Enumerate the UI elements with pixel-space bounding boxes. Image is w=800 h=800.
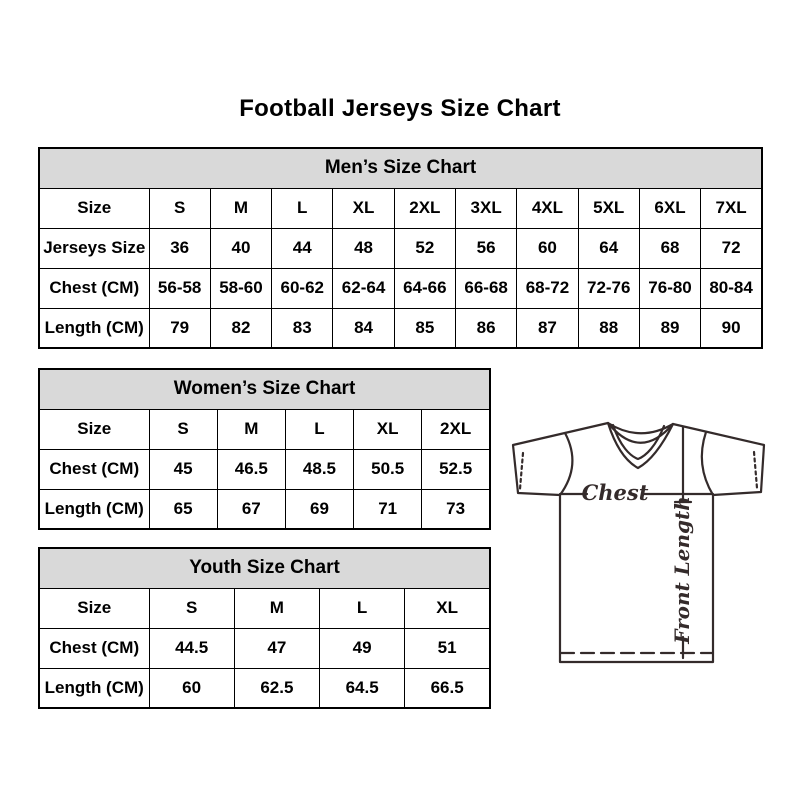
size-value-cell: 90 xyxy=(701,308,762,348)
size-value-cell: 56 xyxy=(455,228,516,268)
size-column-header: 4XL xyxy=(517,188,578,228)
sleeve-stitch-left xyxy=(520,453,523,489)
size-value-cell: 58-60 xyxy=(210,268,271,308)
size-value-cell: 69 xyxy=(285,489,353,529)
size-value-cell: 80-84 xyxy=(701,268,762,308)
size-column-header: S xyxy=(149,409,217,449)
size-value-cell: 60 xyxy=(517,228,578,268)
size-column-header: M xyxy=(234,588,319,628)
size-column-header: 2XL xyxy=(394,188,455,228)
size-column-header: S xyxy=(149,588,234,628)
row-label: Chest (CM) xyxy=(39,449,149,489)
size-value-cell: 51 xyxy=(405,628,490,668)
size-column-header: XL xyxy=(333,188,394,228)
column-header-row xyxy=(39,409,490,449)
size-value-cell: 46.5 xyxy=(217,449,285,489)
size-value-cell: 79 xyxy=(149,308,210,348)
armhole-seam-left xyxy=(560,433,572,495)
size-value-cell: 73 xyxy=(422,489,490,529)
row-label: Jerseys Size xyxy=(39,228,149,268)
row-label: Length (CM) xyxy=(39,308,149,348)
table-header-row xyxy=(39,369,490,409)
size-value-cell: 72-76 xyxy=(578,268,639,308)
table-title: Women’s Size Chart xyxy=(39,369,490,409)
size-value-cell: 64.5 xyxy=(320,668,405,708)
size-value-cell: 48.5 xyxy=(285,449,353,489)
size-value-cell: 64 xyxy=(578,228,639,268)
table-row xyxy=(39,449,490,489)
size-value-cell: 44 xyxy=(272,228,333,268)
size-column-header: M xyxy=(217,409,285,449)
table-row xyxy=(39,668,490,708)
size-header-label: Size xyxy=(39,588,149,628)
table-row xyxy=(39,228,762,268)
size-column-header: XL xyxy=(405,588,490,628)
size-value-cell: 65 xyxy=(149,489,217,529)
jersey-measurement-diagram xyxy=(503,405,773,695)
size-value-cell: 60 xyxy=(149,668,234,708)
table-row xyxy=(39,308,762,348)
size-value-cell: 82 xyxy=(210,308,271,348)
size-value-cell: 56-58 xyxy=(149,268,210,308)
table-title: Youth Size Chart xyxy=(39,548,490,588)
size-column-header: 2XL xyxy=(422,409,490,449)
size-value-cell: 40 xyxy=(210,228,271,268)
size-value-cell: 48 xyxy=(333,228,394,268)
table-row xyxy=(39,628,490,668)
size-column-header: L xyxy=(320,588,405,628)
size-header-label: Size xyxy=(39,409,149,449)
size-value-cell: 62.5 xyxy=(234,668,319,708)
row-label: Length (CM) xyxy=(39,489,149,529)
size-value-cell: 52.5 xyxy=(422,449,490,489)
size-value-cell: 44.5 xyxy=(149,628,234,668)
armhole-seam-right xyxy=(702,432,713,495)
size-value-cell: 49 xyxy=(320,628,405,668)
size-value-cell: 71 xyxy=(354,489,422,529)
size-value-cell: 85 xyxy=(394,308,455,348)
size-value-cell: 36 xyxy=(149,228,210,268)
size-column-header: L xyxy=(285,409,353,449)
womens-size-table xyxy=(38,368,491,530)
size-column-header: 5XL xyxy=(578,188,639,228)
size-value-cell: 64-66 xyxy=(394,268,455,308)
size-value-cell: 52 xyxy=(394,228,455,268)
column-header-row xyxy=(39,588,490,628)
size-value-cell: 68-72 xyxy=(517,268,578,308)
size-column-header: XL xyxy=(354,409,422,449)
size-column-header: M xyxy=(210,188,271,228)
row-label: Length (CM) xyxy=(39,668,149,708)
size-value-cell: 60-62 xyxy=(272,268,333,308)
size-value-cell: 84 xyxy=(333,308,394,348)
size-value-cell: 76-80 xyxy=(639,268,700,308)
size-value-cell: 50.5 xyxy=(354,449,422,489)
row-label: Chest (CM) xyxy=(39,628,149,668)
row-label: Chest (CM) xyxy=(39,268,149,308)
mens-size-table xyxy=(38,147,763,349)
table-title: Men’s Size Chart xyxy=(39,148,762,188)
size-value-cell: 62-64 xyxy=(333,268,394,308)
column-header-row xyxy=(39,188,762,228)
size-value-cell: 66-68 xyxy=(455,268,516,308)
size-value-cell: 68 xyxy=(639,228,700,268)
size-column-header: S xyxy=(149,188,210,228)
front-length-measure-label: Front Length xyxy=(670,496,694,644)
size-value-cell: 47 xyxy=(234,628,319,668)
chest-measure-label: Chest xyxy=(581,480,649,505)
size-value-cell: 87 xyxy=(517,308,578,348)
size-value-cell: 45 xyxy=(149,449,217,489)
size-value-cell: 89 xyxy=(639,308,700,348)
size-column-header: 3XL xyxy=(455,188,516,228)
size-value-cell: 83 xyxy=(272,308,333,348)
table-header-row xyxy=(39,148,762,188)
youth-size-table xyxy=(38,547,491,709)
sleeve-stitch-right xyxy=(754,452,757,488)
table-row xyxy=(39,489,490,529)
size-value-cell: 66.5 xyxy=(405,668,490,708)
size-value-cell: 67 xyxy=(217,489,285,529)
size-value-cell: 88 xyxy=(578,308,639,348)
size-column-header: L xyxy=(272,188,333,228)
table-row xyxy=(39,268,762,308)
table-header-row xyxy=(39,548,490,588)
size-value-cell: 72 xyxy=(701,228,762,268)
size-column-header: 6XL xyxy=(639,188,700,228)
size-column-header: 7XL xyxy=(701,188,762,228)
page-title: Football Jerseys Size Chart xyxy=(239,95,561,122)
size-value-cell: 86 xyxy=(455,308,516,348)
size-header-label: Size xyxy=(39,188,149,228)
